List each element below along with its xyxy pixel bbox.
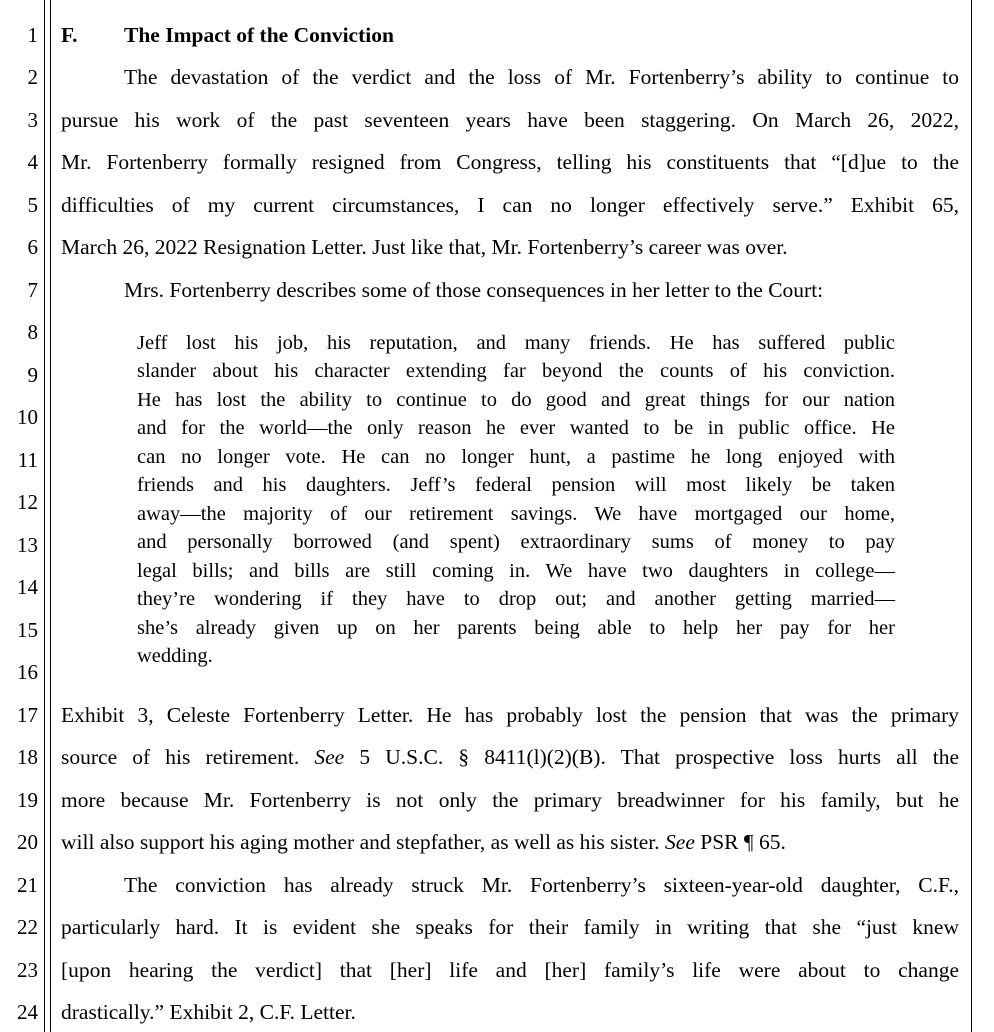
text-line: Mrs. Fortenberry describes some of those consequences in her letter to the Court: — [124, 278, 824, 302]
quote-line: Jeff lost his job, his reputation, and many friends. He has suffered public — [137, 332, 895, 354]
line-number: 3 — [27, 108, 38, 132]
line-number: 19 — [17, 788, 38, 812]
line-number: 12 — [17, 490, 38, 514]
text-line: [upon hearing the verdict] that [her] life and [her] family’s life were about to change — [61, 958, 959, 982]
citation-signal: See — [314, 745, 345, 769]
line-number: 16 — [17, 660, 38, 684]
text-span: source of his retirement. — [61, 745, 315, 769]
quote-line: she’s already given up on her parents being able to help her pay for her — [137, 617, 895, 639]
quote-line: they’re wondering if they have to drop out; and another getting married— — [137, 588, 895, 610]
text-line: Exhibit 3, Celeste Fortenberry Letter. He has probably lost the pension that was the primary — [61, 703, 959, 727]
quote-line: and for the world—the only reason he ever wanted to be in public office. He — [137, 417, 895, 439]
text-span: PSR ¶ 65. — [694, 830, 786, 854]
section-letter: F. — [61, 23, 78, 47]
line-number: 22 — [17, 915, 38, 939]
line-number: 9 — [27, 363, 38, 387]
text-line: The devastation of the verdict and the loss of Mr. Fortenberry’s ability to continue to — [124, 65, 959, 89]
margin-line-left-inner — [50, 0, 51, 1032]
quote-line: away—the majority of our retirement savings. We have mortgaged our home, — [137, 503, 895, 525]
line-number: 8 — [27, 320, 38, 344]
line-number: 5 — [27, 193, 38, 217]
line-number: 4 — [27, 150, 38, 174]
line-number: 24 — [17, 1000, 38, 1024]
text-line: particularly hard. It is evident she speaks for their family in writing that she “just knew — [61, 915, 959, 939]
line-number: 15 — [17, 618, 38, 642]
line-number: 1 — [27, 23, 38, 47]
text-line — [61, 829, 959, 855]
line-number: 23 — [17, 958, 38, 982]
quote-line: and personally borrowed (and spent) extraordinary sums of money to pay — [137, 531, 895, 553]
text-line: drastically.” Exhibit 2, C.F. Letter. — [61, 1000, 356, 1024]
section-title: The Impact of the Conviction — [124, 23, 394, 47]
line-number: 6 — [27, 235, 38, 259]
line-number: 7 — [27, 278, 38, 302]
quote-line: can no longer vote. He can no longer hunt, a pastime he long enjoyed with — [137, 446, 895, 468]
text-line — [61, 744, 959, 770]
quote-line: legal bills; and bills are still coming in. We have two daughters in college— — [137, 560, 895, 582]
text-line: more because Mr. Fortenberry is not only the primary breadwinner for his family, but he — [61, 788, 959, 812]
line-number: 14 — [17, 575, 38, 599]
margin-line-left-outer — [44, 0, 45, 1032]
margin-line-right — [971, 0, 972, 1032]
quote-line: slander about his character extending far beyond the counts of his conviction. — [137, 360, 895, 382]
text-line: Mr. Fortenberry formally resigned from Congress, telling his constituents that “[d]ue to the — [61, 150, 959, 174]
quote-line: friends and his daughters. Jeff’s federal pension will most likely be taken — [137, 474, 895, 496]
text-line: pursue his work of the past seventeen years have been staggering. On March 26, 2022, — [61, 108, 959, 132]
citation-signal: See — [665, 830, 695, 854]
text-span: 5 U.S.C. § 8411(l)(2)(B). That prospective loss hurts all the — [344, 745, 960, 769]
line-number: 17 — [17, 703, 38, 727]
line-number: 20 — [17, 830, 38, 854]
line-number: 11 — [17, 448, 38, 472]
line-number: 21 — [17, 873, 38, 897]
line-number: 18 — [17, 745, 38, 769]
quote-line: wedding. — [137, 645, 213, 667]
line-number: 13 — [17, 533, 38, 557]
text-line: difficulties of my current circumstances, I can no longer effectively serve.” Exhibit 65, — [61, 193, 959, 217]
line-number: 10 — [17, 405, 38, 429]
text-span: will also support his aging mother and stepfather, as well as his sister. — [61, 830, 666, 854]
text-line: March 26, 2022 Resignation Letter. Just like that, Mr. Fortenberry’s career was over. — [61, 235, 788, 259]
quote-line: He has lost the ability to continue to do good and great things for our nation — [137, 389, 895, 411]
line-number: 2 — [27, 65, 38, 89]
text-line: The conviction has already struck Mr. Fortenberry’s sixteen-year-old daughter, C.F., — [124, 873, 959, 897]
